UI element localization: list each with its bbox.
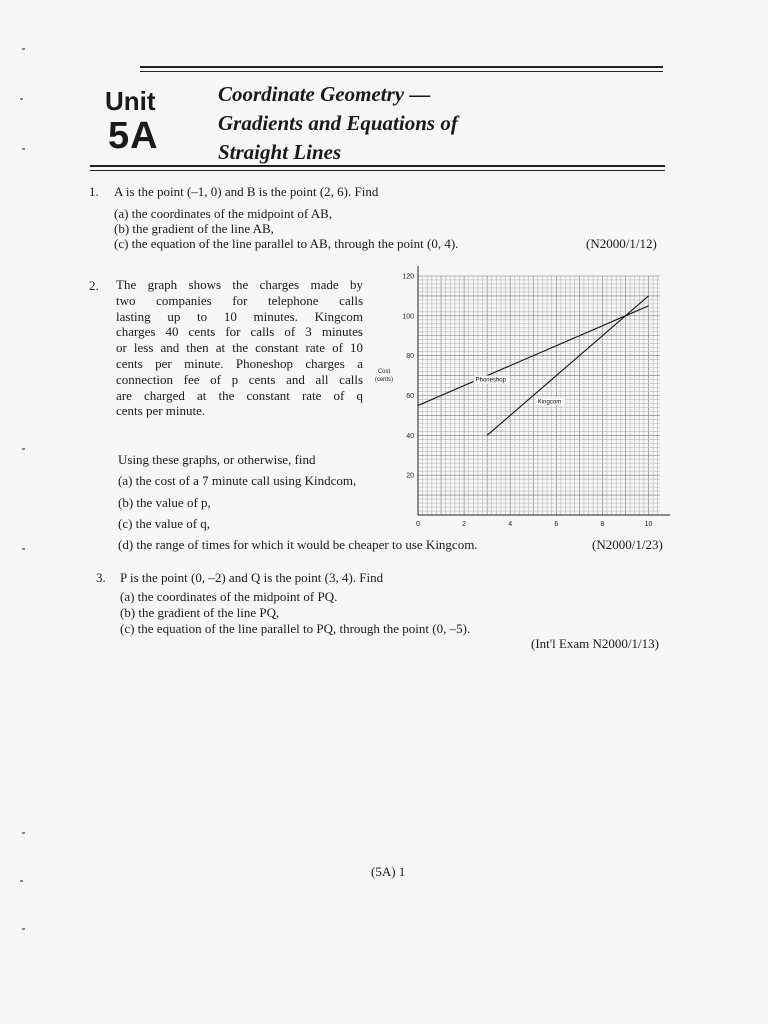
question-2-line: cents per minute. Phoneshop charges a: [116, 355, 363, 371]
scan-speck: [20, 880, 23, 882]
scan-speck: [22, 148, 25, 150]
scan-speck: [20, 98, 23, 100]
scan-speck: [22, 832, 25, 834]
question-2-line: The graph shows the charges made by: [116, 277, 363, 292]
question-3-stem: P is the point (0, –2) and Q is the point (3, 4). Find: [120, 570, 384, 585]
question-2-line: lasting up to 10 minutes. Kingcom: [116, 308, 363, 324]
x-tick-label: 2: [462, 521, 467, 528]
page-title-line-1: Coordinate Geometry —: [218, 82, 431, 106]
series-label-phoneshop: Phoneshop: [475, 377, 506, 384]
x-tick-label: 8: [600, 521, 605, 528]
x-tick-label: 6: [554, 521, 559, 528]
x-tick-label: 0: [416, 521, 420, 528]
question-2-part-d: (d) the range of times for which it would be cheaper to use Kingcom.: [118, 537, 478, 552]
x-tick-label: 4: [508, 521, 513, 528]
question-2-paragraph: [116, 277, 363, 419]
scan-speck: [22, 928, 25, 930]
question-3-part-a: (a) the coordinates of the midpoint of PQ.: [120, 589, 338, 604]
y-tick-label: 80: [406, 353, 414, 361]
header-rule-top: [140, 66, 663, 68]
y-axis-label: Cost: [377, 369, 391, 375]
question-3-part-c: (c) the equation of the line parallel to PQ, through the point (0, –5).: [120, 621, 471, 636]
scan-speck: [22, 548, 25, 550]
y-tick-label: 120: [402, 273, 414, 281]
question-1-reference: (N2000/1/12): [586, 236, 657, 251]
question-2-line: connection fee of p cents and all calls: [116, 371, 363, 387]
question-1-part-c: (c) the equation of the line parallel to AB, through the point (0, 4).: [114, 236, 459, 251]
question-3-number: 3.: [96, 570, 106, 585]
unit-number: 5A: [108, 115, 159, 157]
y-axis-label: (cents): [374, 377, 394, 383]
question-2-line: two companies for telephone calls: [116, 292, 363, 308]
y-tick-label: 40: [406, 432, 414, 440]
question-1-stem: A is the point (–1, 0) and B is the point (2, 6). Find: [114, 184, 379, 199]
scan-speck: [22, 448, 25, 450]
question-2-part-a: (a) the cost of a 7 minute call using Kindcom,: [118, 473, 357, 488]
page-title-line-3: Straight Lines: [218, 140, 342, 164]
question-1-part-b: (b) the gradient of the line AB,: [114, 221, 274, 236]
question-2-line: cents per minute.: [116, 403, 206, 419]
question-2-number: 2.: [89, 278, 99, 293]
y-tick-label: 20: [406, 472, 414, 480]
question-2-reference: (N2000/1/23): [592, 537, 663, 552]
question-2-part-c: (c) the value of q,: [118, 516, 211, 531]
series-label-kingcom: Kingcom: [537, 399, 562, 406]
charges-graph: [370, 262, 680, 534]
page-number: (5A) 1: [371, 864, 406, 879]
question-3-part-b: (b) the gradient of the line PQ,: [120, 605, 280, 620]
chart-grid: [418, 276, 660, 515]
x-tick-label: 10: [644, 521, 653, 528]
question-1-part-a: (a) the coordinates of the midpoint of AB,: [114, 206, 333, 221]
y-tick-label: 60: [406, 393, 414, 400]
unit-label: Unit: [105, 86, 156, 116]
scan-speck: [22, 48, 25, 50]
header-rule-bottom: [90, 165, 665, 167]
question-2-instruction: Using these graphs, or otherwise, find: [118, 452, 316, 467]
question-2-line: are charged at the constant rate of q: [116, 387, 363, 403]
question-3-reference: (Int'l Exam N2000/1/13): [531, 636, 659, 651]
page-title-line-2: Gradients and Equations of: [218, 111, 458, 135]
question-1-number: 1.: [89, 184, 99, 199]
header-rule-bottom-thin: [90, 170, 665, 171]
y-tick-label: 100: [402, 313, 414, 321]
question-2-line: or less and then at the constant rate of 10: [116, 340, 363, 356]
question-2-part-b: (b) the value of p,: [118, 495, 211, 510]
question-2-line: charges 40 cents for calls of 3 minutes: [116, 324, 363, 340]
header-rule-top-thin: [140, 71, 663, 72]
